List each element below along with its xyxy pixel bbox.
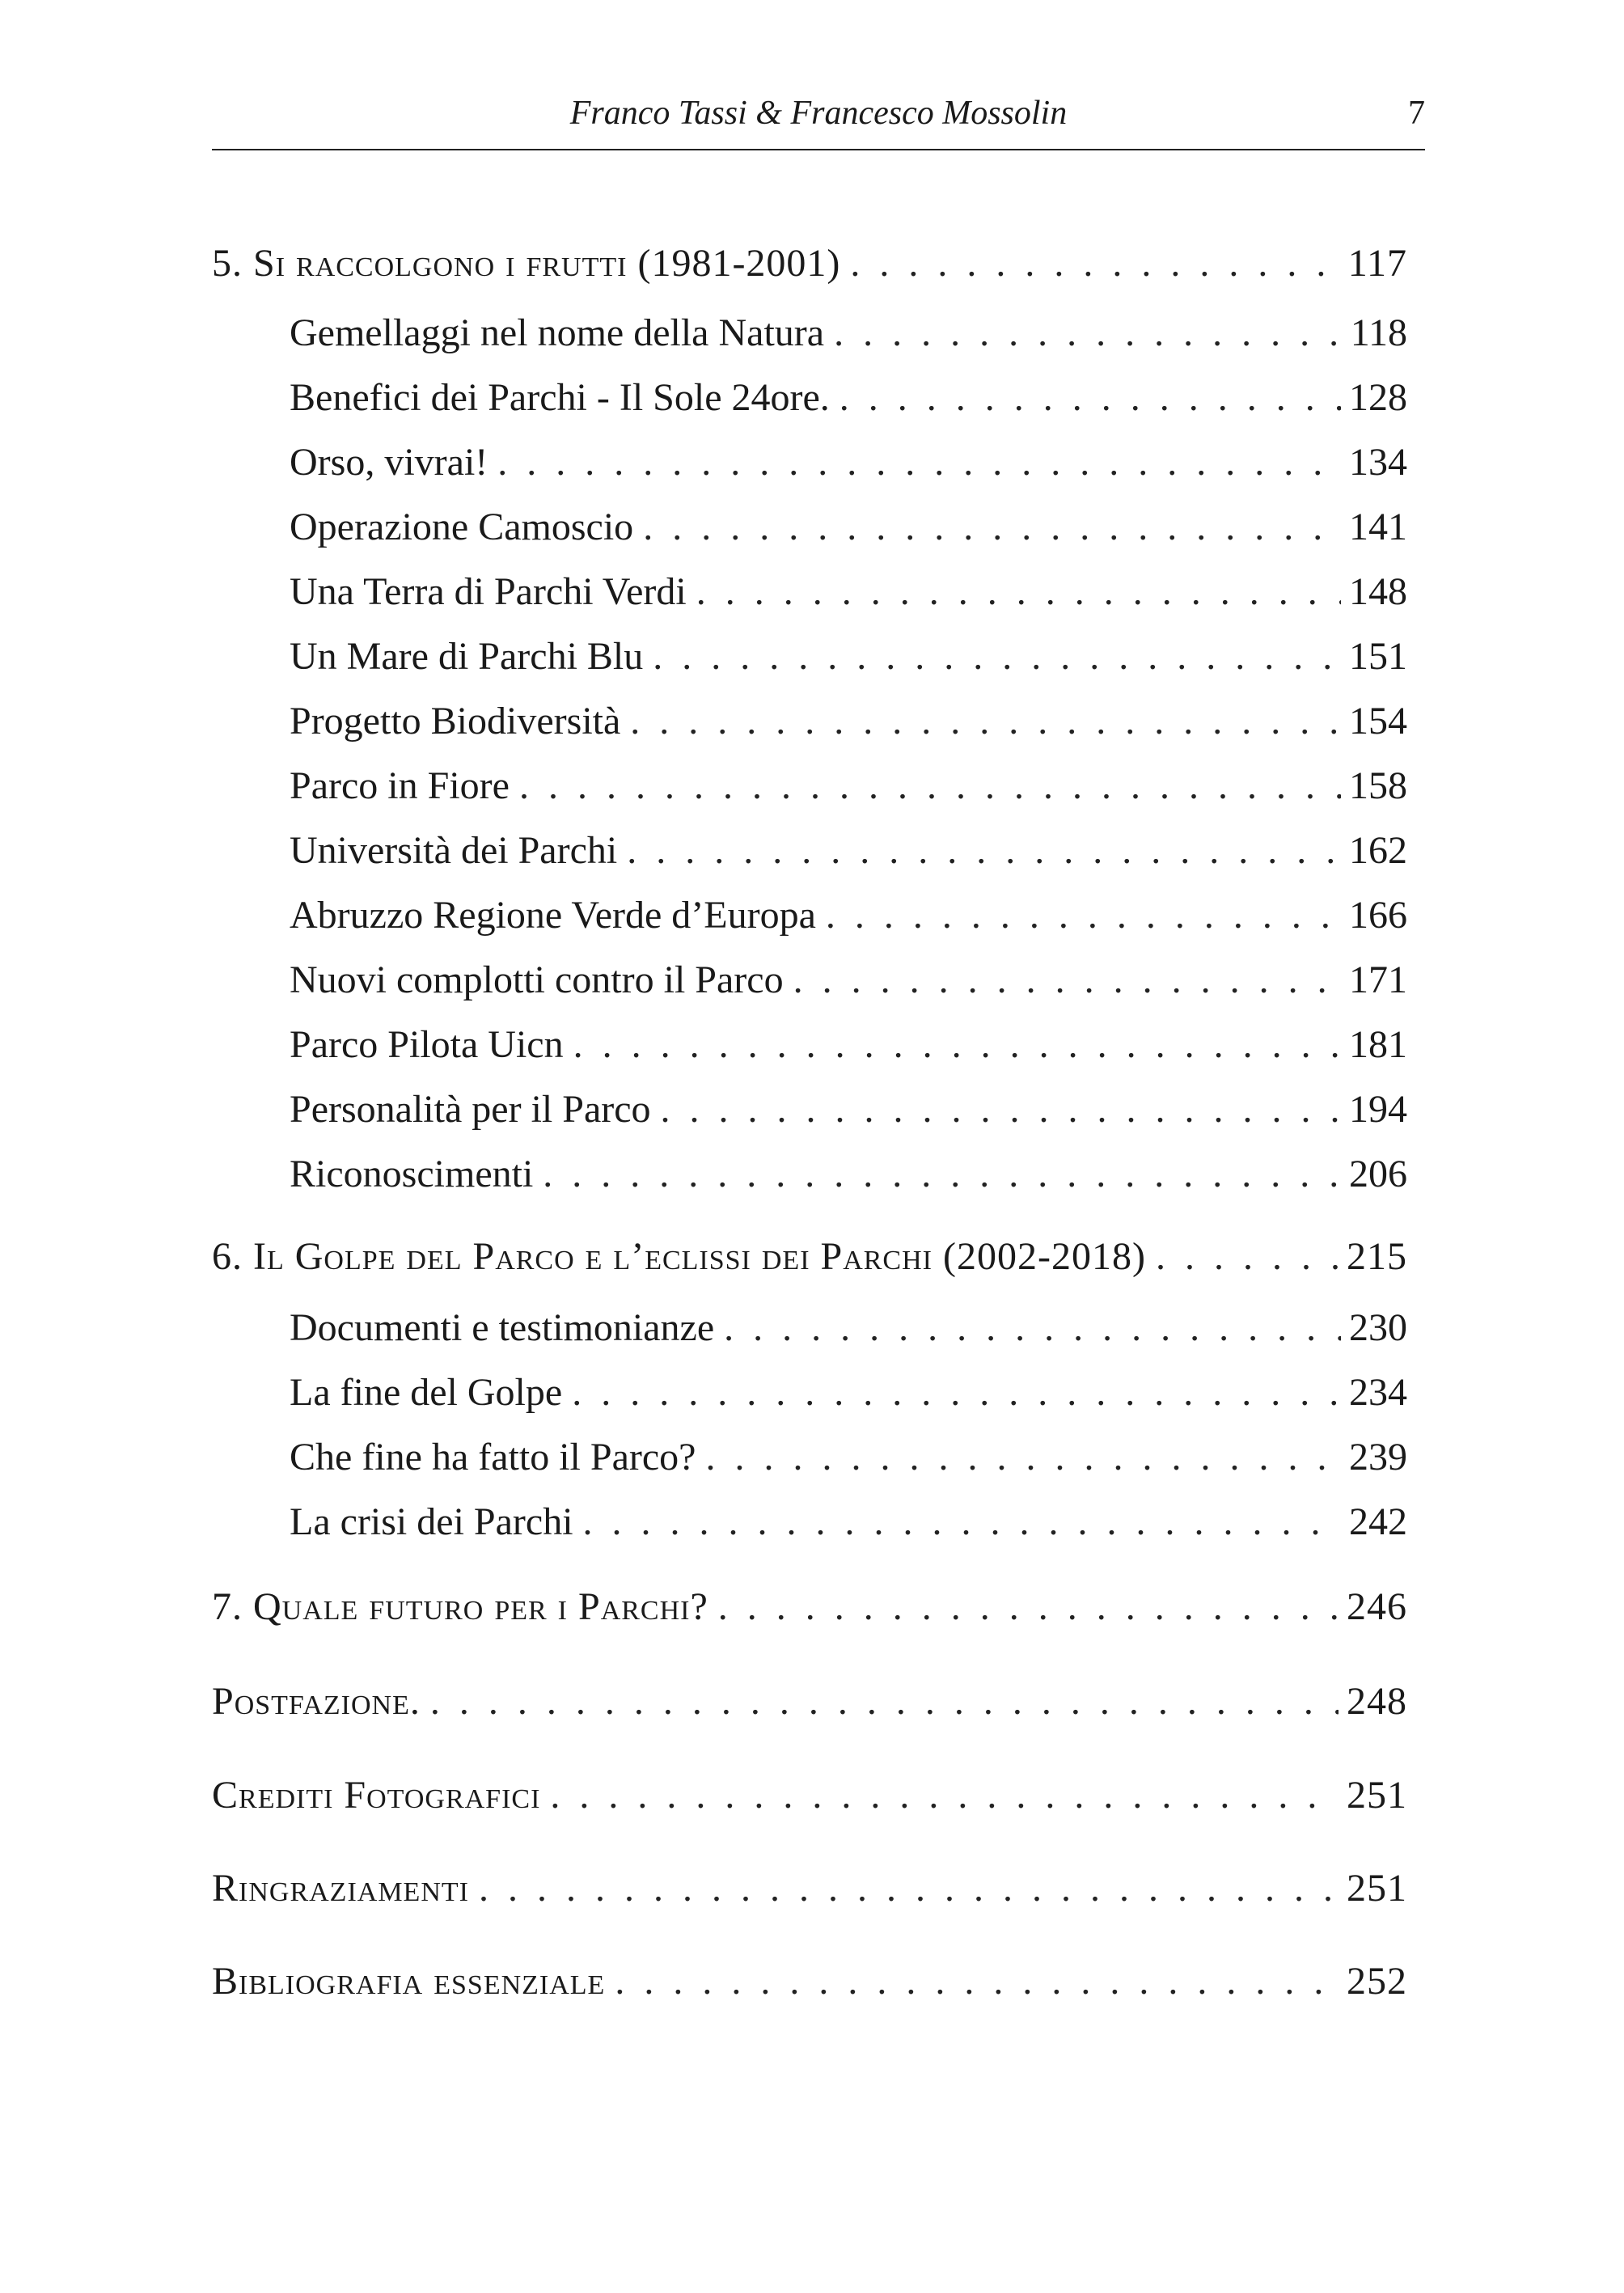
toc-label: Operazione Camoscio — [290, 506, 634, 548]
toc-label: Che fine ha fatto il Parco? — [290, 1436, 696, 1479]
dot-leader — [718, 1581, 1339, 1633]
toc-page: 148 — [1349, 570, 1407, 613]
page-number: 7 — [1408, 95, 1425, 132]
toc-page: 158 — [1349, 764, 1407, 807]
header-rule — [212, 149, 1425, 150]
toc-entry — [290, 1496, 1407, 1548]
toc-entry — [290, 954, 1407, 1006]
toc-label: Postfazione. — [212, 1680, 421, 1723]
toc-entry — [290, 1084, 1407, 1136]
toc-label: Nuovi complotti contro il Parco — [290, 958, 784, 1001]
toc-page: 194 — [1349, 1088, 1407, 1131]
toc-page: 251 — [1347, 1774, 1407, 1817]
toc-page: 141 — [1349, 506, 1407, 548]
toc-crediti-fotografici — [212, 1770, 1407, 1821]
toc-label: Crediti Fotografici — [212, 1774, 541, 1817]
dot-leader — [839, 372, 1341, 424]
toc-label: Gemellaggi nel nome della Natura — [290, 311, 825, 354]
toc-chapter-5 — [212, 238, 1407, 290]
toc-label: Riconoscimenti — [290, 1153, 534, 1195]
toc-page: 118 — [1350, 311, 1407, 354]
toc-label: La crisi dei Parchi — [290, 1500, 573, 1543]
dot-leader — [826, 890, 1341, 941]
toc-label: 5. Si raccolgono i frutti (1981-2001) — [212, 242, 841, 285]
toc-label: Ringraziamenti — [212, 1867, 469, 1910]
toc-chapter-6 — [212, 1231, 1407, 1283]
dot-leader — [583, 1496, 1341, 1548]
toc-page: 134 — [1349, 441, 1407, 484]
toc-label: Orso, vivrai! — [290, 441, 488, 484]
toc-page: 234 — [1349, 1371, 1407, 1414]
dot-leader — [543, 1149, 1341, 1200]
dot-leader — [850, 238, 1339, 290]
toc-ringraziamenti — [212, 1863, 1407, 1914]
toc-label: Una Terra di Parchi Verdi — [290, 570, 687, 613]
toc-entry — [290, 1149, 1407, 1200]
running-head-authors: Franco Tassi & Francesco Mossolin — [569, 95, 1068, 132]
toc-page: 151 — [1349, 635, 1407, 678]
dot-leader — [572, 1367, 1341, 1419]
toc-label: 6. Il Golpe del Parco e l’eclissi dei Parchi (2002-2018) — [212, 1235, 1146, 1278]
toc-page: 162 — [1349, 829, 1407, 872]
dot-leader — [705, 1432, 1341, 1483]
toc-label: Personalità per il Parco — [290, 1088, 651, 1131]
toc-entry — [290, 696, 1407, 747]
toc-postfazione — [212, 1676, 1407, 1728]
toc-entry — [290, 760, 1407, 812]
toc-label: Parco Pilota Uicn — [290, 1023, 564, 1066]
toc-entry — [290, 1432, 1407, 1483]
toc-page: 230 — [1349, 1306, 1407, 1349]
toc-entry — [290, 372, 1407, 424]
toc-page: 206 — [1349, 1153, 1407, 1195]
toc-entry — [290, 501, 1407, 553]
dot-leader — [479, 1863, 1339, 1914]
toc-entry — [290, 1019, 1407, 1071]
toc-chapter-7 — [212, 1581, 1407, 1633]
toc-page: 171 — [1349, 958, 1407, 1001]
toc-entry — [290, 1367, 1407, 1419]
toc-label: Progetto Biodiversità — [290, 700, 621, 742]
toc-label: Parco in Fiore — [290, 764, 510, 807]
toc-page: 215 — [1347, 1235, 1407, 1278]
dot-leader — [615, 1956, 1339, 2007]
dot-leader — [643, 501, 1341, 553]
dot-leader — [661, 1084, 1341, 1136]
toc-page: 251 — [1347, 1867, 1407, 1910]
dot-leader — [793, 954, 1341, 1006]
dot-leader — [550, 1770, 1339, 1821]
toc-page: 181 — [1349, 1023, 1407, 1066]
toc-label: Benefici dei Parchi - Il Sole 24ore. — [290, 376, 830, 419]
dot-leader — [834, 307, 1343, 359]
toc-label: Bibliografia essenziale — [212, 1960, 606, 2003]
dot-leader — [653, 631, 1341, 683]
running-head — [212, 87, 1425, 144]
dot-leader — [497, 437, 1341, 489]
toc-entry — [290, 890, 1407, 941]
toc-page: 166 — [1349, 894, 1407, 937]
dot-leader — [630, 696, 1341, 747]
dot-leader — [627, 825, 1341, 877]
toc-entry — [290, 437, 1407, 489]
toc-entry — [290, 825, 1407, 877]
toc-page: 239 — [1349, 1436, 1407, 1479]
dot-leader — [430, 1676, 1339, 1728]
toc-entry — [290, 307, 1407, 359]
toc-label: Documenti e testimonianze — [290, 1306, 715, 1349]
toc-entry — [290, 566, 1407, 618]
toc-entry — [290, 1302, 1407, 1354]
toc-bibliografia — [212, 1956, 1407, 2007]
toc-label: La fine del Golpe — [290, 1371, 563, 1414]
toc-label: Università dei Parchi — [290, 829, 618, 872]
toc-label: 7. Quale futuro per i Parchi? — [212, 1585, 708, 1628]
dot-leader — [696, 566, 1341, 618]
toc-page: 128 — [1349, 376, 1407, 419]
toc-page: 252 — [1347, 1960, 1407, 2003]
dot-leader — [1156, 1231, 1339, 1283]
toc-page: 242 — [1349, 1500, 1407, 1543]
dot-leader — [573, 1019, 1341, 1071]
toc-page: 154 — [1349, 700, 1407, 742]
toc-page: 248 — [1347, 1680, 1407, 1723]
toc-label: Abruzzo Regione Verde d’Europa — [290, 894, 816, 937]
dot-leader — [724, 1302, 1341, 1354]
toc-page: 117 — [1347, 242, 1407, 285]
toc-page: 246 — [1347, 1585, 1407, 1628]
toc-label: Un Mare di Parchi Blu — [290, 635, 644, 678]
toc-entry — [290, 631, 1407, 683]
dot-leader — [519, 760, 1341, 812]
